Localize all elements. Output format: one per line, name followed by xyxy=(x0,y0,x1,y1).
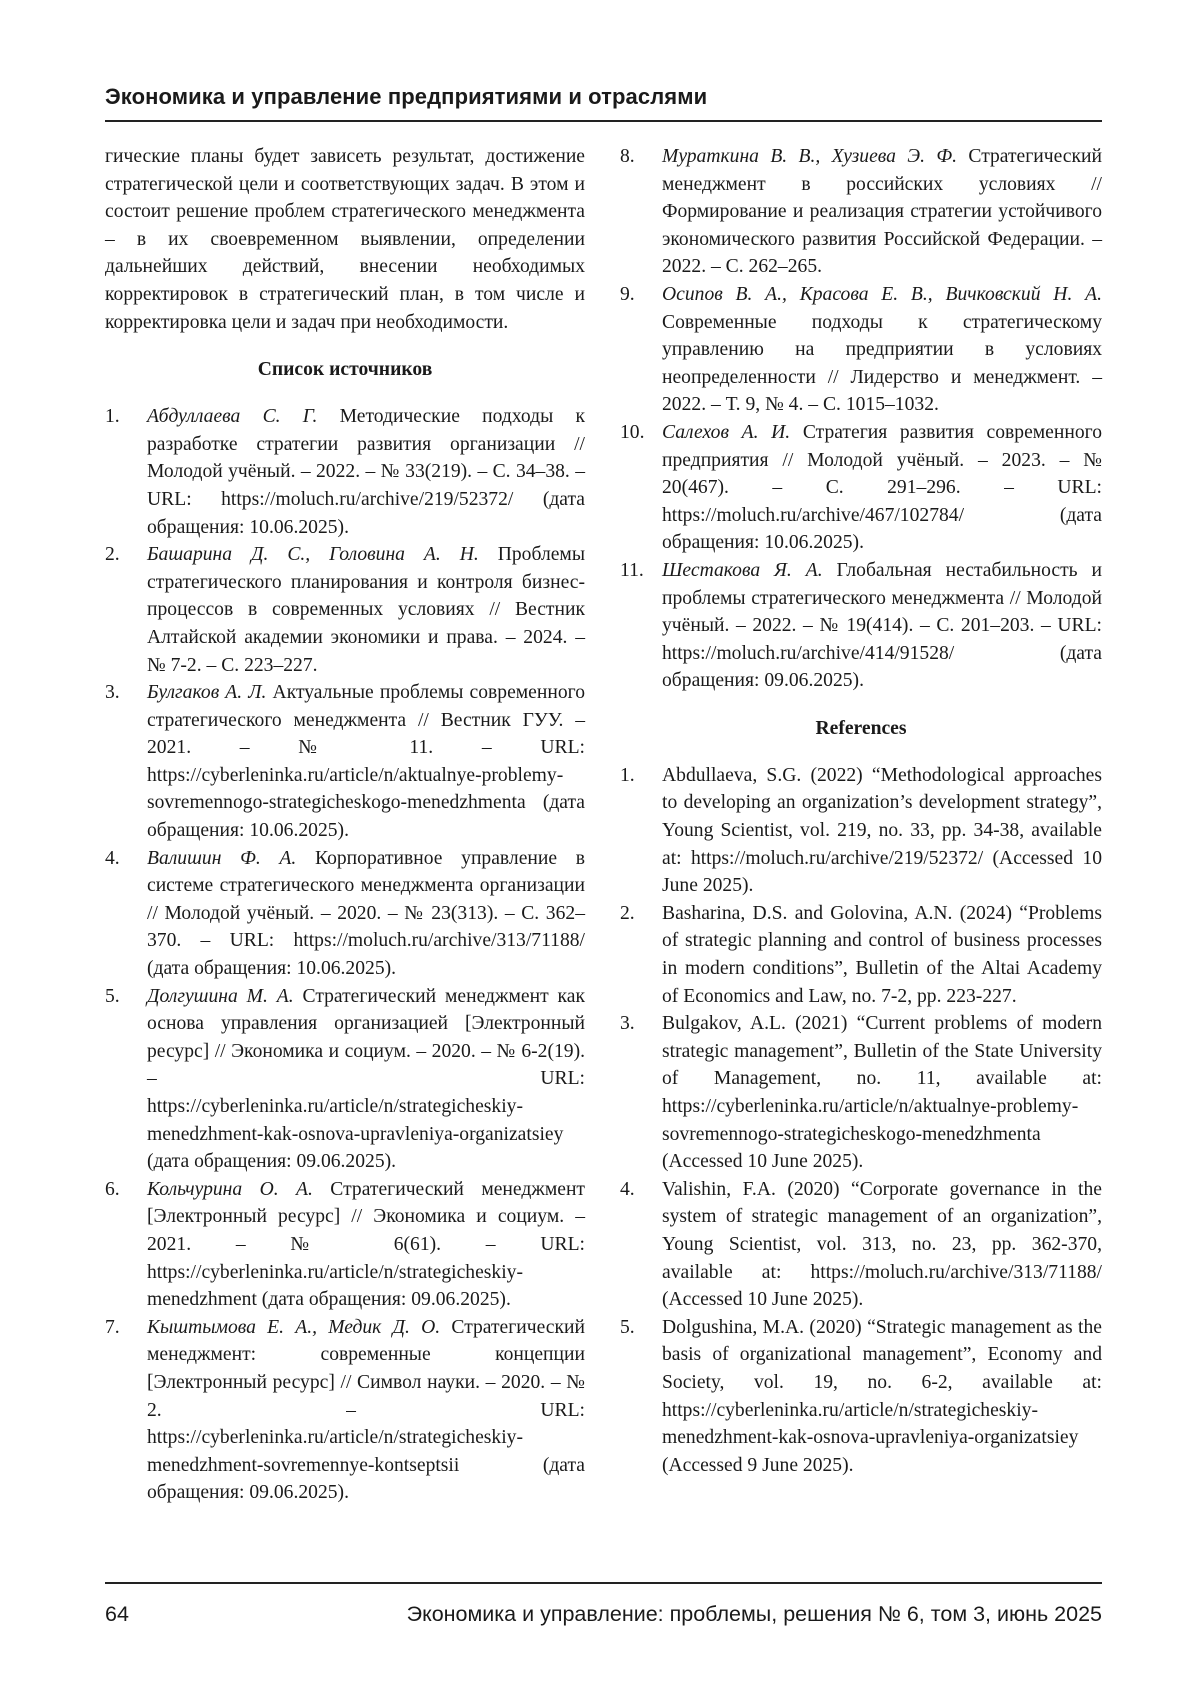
source-item xyxy=(620,557,1102,695)
page-footer xyxy=(105,1600,1102,1630)
reference-text: Valishin, F.A. (2020) “Corporate governance in the system of strategic management of an organization”, Young Scientist, vol. 313, no. 23, pp. 362-370, available at: https://moluch.ru/archive/313/71188/ (Accessed 10 June 2025). xyxy=(662,1178,1102,1311)
source-text: Методические подходы к разработке стратегии развития организации // Молодой учёный. – 2022. – № 33(219). – С. 34–38. – URL: https://moluch.ru/archive/219/52372/ (дата обращения: 10.06.2025). xyxy=(147,406,585,538)
source-number: 6. xyxy=(105,1178,120,1200)
source-text: Стратегический менеджмент в российских условиях // Формирование и реализация стратегии устойчивого экономического развития Российской Федерации. – 2022. – С. 262–265. xyxy=(662,146,1102,278)
source-item xyxy=(620,143,1102,281)
reference-number: 1. xyxy=(620,764,635,786)
source-item xyxy=(620,419,1102,557)
source-text: Актуальные проблемы современного стратегического менеджмента // Вестник ГУУ. – 2021. – № 11. – URL: https://cyberleninka.ru/article/n/aktualnye-problemy-sovremennogo-strategicheskogo-menedzhmenta (дата обращения: 10.06.2025). xyxy=(147,682,585,842)
source-number: 4. xyxy=(105,847,120,869)
source-authors: Осипов В. А., Красова Е. В., Вичковский Н. А. xyxy=(662,283,1102,305)
source-authors: Шестакова Я. А. xyxy=(662,559,823,581)
source-item xyxy=(105,845,585,983)
source-number: 8. xyxy=(620,146,635,167)
source-authors: Башарина Д. С., Головина А. Н. xyxy=(147,544,479,566)
source-text: Современные подходы к стратегическому управлению на предприятии в условиях неопределенности // Лидерство и менеджмент. – 2022. – Т. 9, № 4. – С. 1015–1032. xyxy=(662,311,1102,416)
left-column xyxy=(105,143,585,1507)
source-authors: Валишин Ф. А. xyxy=(147,847,297,869)
source-number: 9. xyxy=(620,283,635,305)
source-text: Стратегия развития современного предприятия // Молодой учёный. – 2023. – № 20(467). – С. 291–296. – URL: https://moluch.ru/archive/467/102784/ (дата обращения: 10.06.2025). xyxy=(662,421,1102,554)
source-text: Проблемы стратегического планирования и контроля бизнес-процессов в современных условиях // Вестник Алтайской академии экономики и права. – 2024. – № 7-2. – С. 223–227. xyxy=(147,544,585,676)
right-column xyxy=(620,143,1102,1479)
source-number: 1. xyxy=(105,406,120,428)
page-number: 64 xyxy=(105,1602,129,1626)
source-number: 11. xyxy=(620,559,644,581)
source-number: 10. xyxy=(620,421,645,443)
source-item xyxy=(105,541,585,679)
source-text: Глобальная нестабильность и проблемы стратегического менеджмента // Молодой учёный. – 2022. – № 19(414). – С. 201–203. – URL: https://moluch.ru/archive/414/91528/ (дата обращения: 09.06.2025). xyxy=(662,559,1102,692)
source-item xyxy=(105,983,585,1176)
source-item xyxy=(105,1314,585,1507)
reference-item xyxy=(620,900,1102,1010)
source-number: 2. xyxy=(105,544,120,566)
source-item xyxy=(105,1176,585,1314)
sources-list-left xyxy=(105,403,585,1507)
sources-heading: Список источников xyxy=(257,359,433,381)
reference-number: 2. xyxy=(620,902,635,924)
reference-text: Abdullaeva, S.G. (2022) “Methodological approaches to developing an organization’s development strategy”, Young Scientist, vol. 219, no. 33, pp. 34-38, available at: https://moluch.ru/archive/219/52372/ (Accessed 10 June 2025). xyxy=(662,764,1102,897)
source-item xyxy=(105,403,585,541)
reference-number: 4. xyxy=(620,1178,635,1200)
source-number: 3. xyxy=(105,682,120,704)
source-number: 7. xyxy=(105,1316,120,1338)
source-authors: Мураткина В. В., Хузиева Э. Ф. xyxy=(662,146,958,167)
body-paragraph: гические планы будет зависеть результат, достижение стратегической цели и соответствующих задач. В этом и состоит решение проблем стратегического менеджмента – в их своевременном выявлении, определении дальнейших действий, внесении необходимых корректировок в стратегический план, в том числе и корректировка цели и задач при необходимости. xyxy=(105,146,585,333)
source-authors: Булгаков А. Л. xyxy=(147,682,267,704)
source-text: Стратегический менеджмент [Электронный ресурс] // Экономика и социум. – 2021. – № 6(61). – URL: https://cyberleninka.ru/article/n/strategicheskiy-menedzhment (дата обращения: 09.06.2025). xyxy=(147,1178,585,1311)
source-authors: Салехов А. И. xyxy=(662,421,791,443)
source-authors: Абдуллаева С. Г. xyxy=(147,406,318,428)
reference-number: 3. xyxy=(620,1013,635,1035)
journal-citation: Экономика и управление: проблемы, решения № 6, том 3, июнь 2025 xyxy=(406,1602,1102,1626)
source-text: Стратегический менеджмент: современные концепции [Электронный ресурс] // Символ науки. – 2020. – № 2. – URL: https://cyberleninka.ru/article/n/strategicheskiy-menedzhment-sovremennye-kontseptsii (дата обращения: 09.06.2025). xyxy=(147,1316,585,1504)
source-item xyxy=(105,679,585,845)
reference-number: 5. xyxy=(620,1316,635,1338)
header-rule xyxy=(105,120,1102,122)
source-authors: Кольчурина О. А. xyxy=(147,1178,313,1200)
reference-item xyxy=(620,1176,1102,1314)
references-heading: References xyxy=(815,717,907,739)
reference-item xyxy=(620,1314,1102,1480)
running-title: Экономика и управление предприятиями и отраслями xyxy=(105,84,708,109)
sources-list-right xyxy=(620,143,1102,695)
references-list xyxy=(620,762,1102,1479)
reference-text: Dolgushina, M.A. (2020) “Strategic management as the basis of organizational management”, Economy and Society, vol. 19, no. 6-2, available at: https://cyberleninka.ru/article/n/strategicheskiy-menedzhment-kak-osnova-upravleniya-organizatsiey (Accessed 9 June 2025). xyxy=(662,1316,1102,1476)
footer-rule xyxy=(105,1582,1102,1584)
reference-item xyxy=(620,762,1102,900)
reference-text: Basharina, D.S. and Golovina, A.N. (2024) “Problems of strategic planning and control of business processes in modern conditions”, Bulletin of the Altai Academy of Economics and Law, no. 7-2, pp. 223-227. xyxy=(662,902,1102,1007)
source-item xyxy=(620,281,1102,419)
reference-item xyxy=(620,1010,1102,1176)
source-text: Корпоративное управление в системе стратегического менеджмента организации // Молодой учёный. – 2020. – № 23(313). – С. 362–370. – URL: https://moluch.ru/archive/313/71188/ (дата обращения: 10.06.2025). xyxy=(147,847,585,980)
reference-text: Bulgakov, A.L. (2021) “Current problems of modern strategic management”, Bulletin of the State University of Management, no. 11, available at: https://cyberleninka.ru/article/n/aktualnye-problemy-sovremennogo-strategicheskogo-menedzhmenta (Accessed 10 June 2025). xyxy=(662,1013,1102,1173)
source-text: Стратегический менеджмент как основа управления организацией [Электронный ресурс] // Экономика и социум. – 2020. – № 6-2(19). – URL: https://cyberleninka.ru/article/n/strategicheskiy-menedzhment-kak-osnova-upravleniya-organizatsiey (дата обращения: 09.06.2025). xyxy=(147,985,585,1173)
source-number: 5. xyxy=(105,985,120,1007)
source-authors: Кыштымова Е. А., Медик Д. О. xyxy=(147,1316,441,1338)
source-authors: Долгушина М. А. xyxy=(147,985,294,1007)
